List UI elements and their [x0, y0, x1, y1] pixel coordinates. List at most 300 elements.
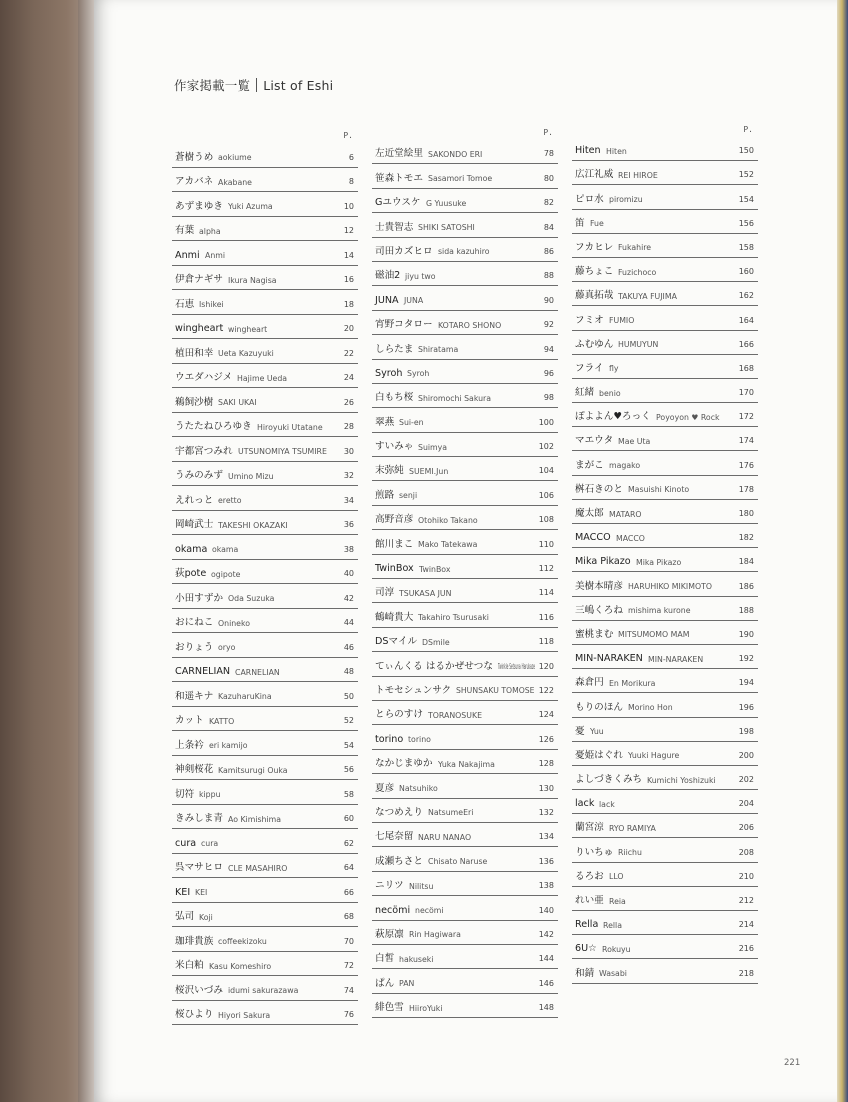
page-column-header [372, 123, 558, 140]
artist-page-number: 32 [343, 471, 354, 480]
artist-name: 石恵 [175, 298, 195, 310]
artist-entry [372, 384, 558, 408]
artist-roman-name: JUNA [404, 296, 424, 306]
artist-page-number: 174 [738, 436, 754, 446]
artist-page-number: 116 [538, 612, 554, 622]
artist-page-number: 136 [538, 856, 554, 866]
artist-entry [172, 535, 358, 560]
artist-roman-name: TORANOSUKE [428, 710, 482, 720]
artist-roman-name: Suimya [418, 442, 448, 452]
artist-page-number: 200 [738, 750, 754, 760]
artist-page-number: 188 [738, 605, 754, 615]
artist-name: MIN-NARAKEN [575, 653, 643, 665]
artist-roman-name: senji [399, 491, 418, 501]
artist-page-number: 144 [538, 954, 554, 964]
artist-roman-name: Nilitsu [409, 881, 434, 891]
artist-entry [372, 652, 558, 676]
artist-page-number: 212 [738, 896, 754, 905]
artist-page-number: 84 [543, 222, 554, 232]
artist-name: 珈琲貴族 [175, 935, 214, 947]
artist-name: 士貴智志 [375, 221, 414, 233]
artist-entry [172, 388, 358, 413]
artist-name: 笹森トモエ [375, 172, 423, 184]
artist-entry [172, 878, 358, 903]
artist-entry [372, 360, 558, 384]
artist-roman-name: torino [408, 735, 431, 745]
artist-page-number: 122 [538, 685, 554, 695]
artist-name: しらたま [375, 343, 414, 355]
artist-entry [572, 887, 758, 911]
artist-roman-name: jiyu two [405, 271, 436, 281]
artist-roman-name: eri kamijo [209, 741, 248, 750]
artist-roman-name: Fuzichoco [618, 267, 657, 277]
artist-page-number: 68 [343, 912, 354, 921]
artist-entry [572, 814, 758, 838]
artist-roman-name: Hiyori Sakura [218, 1010, 271, 1020]
artist-name: 荻pote [175, 568, 207, 579]
artist-roman-name: ogipote [211, 569, 241, 579]
artist-page-number: 114 [538, 588, 554, 598]
artist-roman-name: Natsuhiko [399, 784, 438, 794]
artist-name: 蜜桃まむ [575, 628, 614, 640]
artist-entry [372, 725, 558, 749]
artist-page-number: 92 [543, 320, 554, 330]
artist-page-number: 142 [538, 929, 554, 939]
artist-page-number: 154 [738, 194, 754, 204]
artist-name: ニリツ [375, 880, 404, 892]
artist-entry [372, 433, 558, 457]
artist-page-number: 178 [738, 484, 754, 494]
artist-name: 伊倉ナギサ [175, 274, 223, 285]
artist-roman-name: SAKONDO ERI [428, 149, 483, 159]
artist-entry [572, 137, 758, 161]
artist-roman-name: Sui-en [399, 418, 424, 428]
artist-entry [372, 481, 558, 505]
artist-entry [372, 164, 558, 188]
artist-name: マエウタ [575, 435, 614, 447]
artist-name: 桜ひより [175, 1009, 214, 1020]
artist-name: 桜沢いづみ [175, 984, 223, 996]
artist-roman-name: Onineko [218, 618, 250, 628]
artist-name: ぱん [375, 977, 395, 989]
artist-name: うみのみず [175, 470, 223, 481]
artist-page-number: 176 [738, 460, 754, 470]
artist-name: 高野音彦 [375, 514, 414, 526]
artist-page-number: 156 [738, 218, 754, 228]
artist-name: 左近堂絵里 [375, 148, 423, 160]
artist-roman-name: Takahiro Tsurusaki [418, 613, 489, 623]
artist-page-number: 62 [343, 838, 354, 848]
artist-entry [172, 584, 358, 609]
artist-name: 萩原凛 [375, 928, 404, 940]
artist-roman-name: Syroh [407, 369, 430, 379]
artist-name: よしづきくみち [575, 774, 643, 786]
artist-entry [372, 799, 558, 823]
artist-entry [372, 872, 558, 896]
artist-roman-name: necömi [415, 906, 444, 915]
artist-name: 煎路 [375, 489, 395, 501]
artist-page-number: 160 [738, 267, 754, 277]
artist-page-number: 164 [738, 315, 754, 325]
artist-page-number: 58 [343, 789, 354, 799]
artist-entry [372, 750, 558, 774]
artist-roman-name: MATARO [609, 509, 642, 519]
artist-entry [172, 266, 358, 291]
artist-roman-name: SHIKI SATOSHI [418, 223, 475, 233]
artist-entry [172, 486, 358, 511]
artist-name: うたたねひろゆき [175, 421, 252, 432]
artist-roman-name: Masuishi Kinoto [628, 485, 690, 495]
artist-name: ピロ水 [575, 193, 604, 205]
artist-entry [572, 548, 758, 572]
artist-roman-name: piromizu [609, 195, 643, 205]
artist-name: Anmi [175, 249, 200, 261]
artist-name: えれっと [175, 494, 214, 506]
artist-name: なかじまゆか [375, 758, 433, 770]
artist-page-number: 22 [343, 348, 354, 358]
title-divider [256, 78, 257, 92]
artist-name: CARNELIAN [175, 666, 231, 677]
artist-entry [572, 935, 758, 959]
artist-roman-name: lack [599, 799, 615, 809]
artist-entry [372, 921, 558, 945]
artist-roman-name: Akabane [218, 177, 252, 187]
artist-page-number: 120 [538, 661, 554, 671]
artist-entry [372, 555, 558, 579]
artist-name: まがこ [575, 459, 604, 471]
artist-page-number: 88 [543, 271, 554, 281]
artist-roman-name: TSUKASA JUN [399, 588, 452, 598]
artist-roman-name: Koji [199, 912, 213, 922]
artist-roman-name: Mae Uta [618, 436, 651, 446]
artist-page-number: 130 [538, 783, 554, 793]
artist-name: 蒼樹うめ [175, 151, 214, 163]
artist-entry [172, 1001, 358, 1026]
artist-roman-name: Reia [609, 896, 626, 906]
artist-page-number: 52 [343, 716, 354, 725]
artist-roman-name: SUEMI.Jun [409, 466, 449, 476]
artist-roman-name: idumi sakurazawa [228, 986, 299, 995]
artist-name: 鵜飼沙樹 [175, 396, 214, 408]
artist-page-number: 66 [343, 887, 354, 897]
artist-roman-name: Oda Suzuka [228, 594, 275, 603]
artist-name: 小田すずか [175, 592, 224, 604]
artist-page-number: 36 [343, 520, 354, 529]
artist-roman-name: CARNELIAN [235, 667, 280, 677]
artist-entry [172, 560, 358, 585]
artist-roman-name: Mika Pikazo [636, 557, 682, 567]
artist-entry [372, 579, 558, 603]
artist-entry [372, 945, 558, 969]
artist-entry [572, 427, 758, 451]
artist-roman-name: Yuuki Hagure [628, 751, 680, 761]
artist-roman-name: Poyoyon ♥ Rock [656, 412, 720, 422]
artist-entry [172, 437, 358, 462]
artist-entry [172, 168, 358, 193]
artist-page-number: 104 [538, 466, 554, 476]
artist-entry [572, 500, 758, 524]
artist-roman-name: HARUHIKO MIKIMOTO [628, 582, 712, 592]
artist-entry [572, 959, 758, 983]
artist-roman-name: hakuseki [399, 954, 434, 964]
artist-entry [172, 315, 358, 340]
artist-roman-name: magako [609, 461, 641, 471]
artist-page-number: 138 [538, 881, 554, 891]
artist-entry [172, 633, 358, 658]
artist-entry [372, 506, 558, 530]
artist-name: 呉マサヒロ [175, 862, 223, 873]
artist-entry [572, 161, 758, 185]
artist-page-number: 24 [343, 373, 354, 382]
artist-name: 翠燕 [375, 416, 395, 428]
artist-page-number: 12 [343, 226, 354, 235]
artist-roman-name: Morino Hon [628, 703, 673, 712]
artist-name: ぽよよん♥ろっく [575, 411, 651, 423]
artist-page-number: 98 [543, 393, 554, 403]
artist-roman-name: TwinBox [419, 564, 451, 574]
artist-roman-name: oryo [218, 643, 236, 652]
artist-page-number: 148 [538, 1003, 554, 1013]
artist-roman-name: SHUNSAKU TOMOSE [456, 686, 535, 696]
artist-page-number: 146 [538, 978, 554, 988]
artist-entry [172, 609, 358, 634]
artist-page-number: 40 [343, 569, 354, 578]
artist-page-number: 168 [738, 363, 754, 373]
artist-roman-name: Chisato Naruse [428, 857, 488, 867]
artist-roman-name: Hiten [606, 146, 627, 156]
artist-page-number: 64 [343, 863, 354, 872]
artist-roman-name: MITSUMOMO MAM [618, 630, 690, 640]
artist-name: TwinBox [375, 563, 414, 575]
artist-page-number: 26 [343, 397, 354, 407]
artist-name: とらのすけ [375, 709, 423, 721]
artist-page-number: 128 [538, 759, 554, 769]
artist-roman-name: Hajime Ueda [237, 373, 288, 383]
artist-name: ふむゆん [575, 338, 614, 350]
artist-roman-name: okama [212, 545, 239, 554]
artist-page-number: 108 [538, 515, 554, 525]
artist-name: KEI [175, 886, 191, 898]
artist-page-number: 162 [738, 291, 754, 301]
artist-page-number: 80 [543, 173, 554, 183]
artist-roman-name: alpha [199, 226, 221, 236]
artist-page-number: 216 [738, 944, 754, 954]
artist-name: Mika Pikazo [575, 556, 631, 568]
artist-page-number: 8 [348, 177, 354, 186]
artist-roman-name: sida kazuhiro [438, 247, 490, 257]
artist-entry [372, 457, 558, 481]
artist-page-number: 112 [538, 564, 554, 574]
artist-entry [172, 731, 358, 756]
artist-page-number: 152 [738, 170, 754, 180]
artist-roman-name: Anmi [205, 251, 226, 260]
artist-page-number: 16 [343, 275, 354, 284]
artist-entry [172, 290, 358, 315]
artist-page-number: 102 [538, 442, 554, 452]
artist-page-number: 214 [738, 920, 754, 930]
artist-roman-name: wingheart [228, 324, 268, 334]
artist-roman-name: Kamitsurugi Ouka [218, 765, 288, 775]
artist-name: 森倉円 [575, 677, 604, 689]
artist-entry [172, 241, 358, 266]
artist-name: おりょう [175, 641, 214, 653]
artist-entry [572, 379, 758, 403]
artist-page-number: 76 [343, 1010, 354, 1019]
artist-page-number: 86 [543, 246, 554, 256]
artist-name: 憂 [575, 725, 585, 737]
artist-column-2 [372, 123, 558, 1018]
artist-page-number: 182 [738, 533, 754, 543]
artist-name: 広江礼威 [575, 169, 614, 181]
artist-name: おにねこ [175, 617, 214, 628]
artist-roman-name: Mako Tatekawa [418, 540, 478, 550]
artist-page-number: 194 [738, 678, 754, 688]
artist-entry [172, 511, 358, 536]
artist-name: 弘司 [175, 911, 195, 922]
artist-entry [172, 462, 358, 487]
artist-name: 笛 [575, 217, 585, 229]
artist-roman-name: En Morikura [609, 678, 656, 688]
artist-entry [572, 838, 758, 862]
artist-name: 司淳 [375, 587, 395, 599]
artist-page-number: 38 [343, 544, 354, 554]
artist-roman-name: Ueta Kazuyuki [218, 349, 274, 358]
artist-page-number: 44 [343, 618, 354, 627]
artist-entry [172, 829, 358, 854]
artist-roman-name: UTSUNOMIYA TSUMIRE [238, 447, 327, 456]
artist-entry [172, 217, 358, 242]
artist-roman-name: Kasu Komeshiro [209, 961, 272, 971]
artist-entry [572, 621, 758, 645]
artist-roman-name: kippu [199, 790, 221, 799]
artist-entry [372, 896, 558, 920]
page-column-label: P. [743, 125, 753, 134]
artist-roman-name: Twinkle Setsuna Harukaze [498, 662, 535, 672]
artist-page-number: 192 [738, 654, 754, 664]
artist-name: 魔太郎 [575, 508, 604, 519]
artist-page-number: 206 [738, 823, 754, 833]
artist-entry [572, 669, 758, 693]
artist-name: 美樹本晴彦 [575, 580, 623, 592]
artist-name: Hiten [575, 145, 601, 157]
artist-roman-name: Rokuyu [602, 944, 631, 954]
artist-entry [172, 413, 358, 438]
artist-page-number: 14 [343, 250, 354, 260]
artist-roman-name: MACCO [616, 533, 645, 543]
artist-page-number: 166 [738, 339, 754, 349]
artist-roman-name: Sasamori Tomoe [428, 174, 493, 184]
artist-roman-name: mishima kurone [628, 606, 691, 616]
artist-entry [572, 451, 758, 475]
artist-roman-name: Ikura Nagisa [228, 275, 277, 285]
artist-name: 上条衿 [175, 739, 204, 751]
artist-name: 切符 [175, 788, 195, 800]
artist-page-number: 34 [343, 495, 354, 505]
artist-entry [572, 911, 758, 935]
artist-entry [372, 969, 558, 993]
artist-entry [572, 282, 758, 306]
artist-page-number: 184 [738, 557, 754, 567]
artist-roman-name: Riichu [618, 848, 642, 858]
page-column-header [172, 126, 358, 143]
artist-name: 桝石きのと [575, 483, 623, 495]
artist-entry [372, 530, 558, 554]
artist-page-number: 82 [543, 198, 554, 208]
artist-roman-name: Otohiko Takano [418, 515, 478, 525]
artist-roman-name: Kumichi Yoshizuki [647, 775, 716, 785]
artist-name: 藤真拓哉 [575, 290, 614, 302]
artist-entry [572, 403, 758, 427]
page-number: 221 [784, 1058, 801, 1068]
artist-entry [172, 780, 358, 805]
artist-page-number: 202 [738, 775, 754, 785]
artist-entry [572, 524, 758, 548]
artist-page-number: 94 [543, 344, 554, 354]
artist-roman-name: NatsumeEri [428, 808, 474, 818]
artist-name: DSマイル [375, 636, 418, 648]
artist-roman-name: HUMUYUN [618, 340, 659, 350]
artist-roman-name: eretto [218, 496, 242, 505]
artist-name: 白皙 [375, 953, 395, 965]
artist-roman-name: DSmile [422, 637, 450, 647]
artist-page-number: 100 [538, 417, 554, 427]
artist-page-number: 54 [343, 740, 354, 750]
artist-entry [172, 143, 358, 168]
artist-entry [172, 756, 358, 781]
artist-roman-name: coffeekizoku [218, 937, 267, 946]
artist-page-number: 46 [343, 642, 354, 652]
artist-name: 司田カズヒロ [375, 245, 433, 257]
page-column-label: P. [543, 128, 553, 137]
artist-page-number: 72 [343, 961, 354, 970]
artist-name: okama [175, 543, 208, 555]
artist-name: 七尾奈留 [375, 831, 414, 843]
artist-entry [572, 645, 758, 669]
artist-page-number: 218 [738, 968, 754, 978]
artist-page-number: 190 [738, 629, 754, 639]
artist-name: 宵野コタロー [375, 319, 433, 331]
artist-name: フライ [575, 362, 604, 374]
artist-roman-name: Yuu [590, 727, 604, 737]
artist-entry [372, 408, 558, 432]
artist-entry [172, 707, 358, 732]
artist-entry [572, 863, 758, 887]
artist-roman-name: KazuharuKina [218, 692, 272, 701]
artist-entry [372, 847, 558, 871]
artist-name: もりのほん [575, 701, 623, 713]
artist-name: 紅緒 [575, 387, 595, 399]
artist-roman-name: Umino Mizu [228, 471, 274, 481]
artist-entry [172, 192, 358, 217]
artist-roman-name: cura [201, 839, 219, 848]
artist-name: 有葉 [175, 225, 195, 236]
artist-entry [372, 677, 558, 701]
artist-name: なつめえり [375, 806, 423, 818]
artist-name: きみしま青 [175, 813, 223, 824]
artist-name: Gユウスケ [375, 197, 421, 209]
artist-name: wingheart [175, 323, 224, 334]
artist-entry [572, 572, 758, 596]
artist-roman-name: TAKUYA FUJIMA [618, 291, 677, 301]
artist-roman-name: Wasabi [599, 969, 627, 979]
artist-name: Syroh [375, 367, 403, 379]
page-title [174, 76, 333, 94]
artist-name: necömi [375, 904, 411, 916]
artist-page-number: 106 [538, 490, 554, 500]
page-title-english: List of Eshi [263, 78, 334, 93]
artist-name: 憂姫はぐれ [575, 749, 623, 761]
artist-entry [172, 854, 358, 879]
